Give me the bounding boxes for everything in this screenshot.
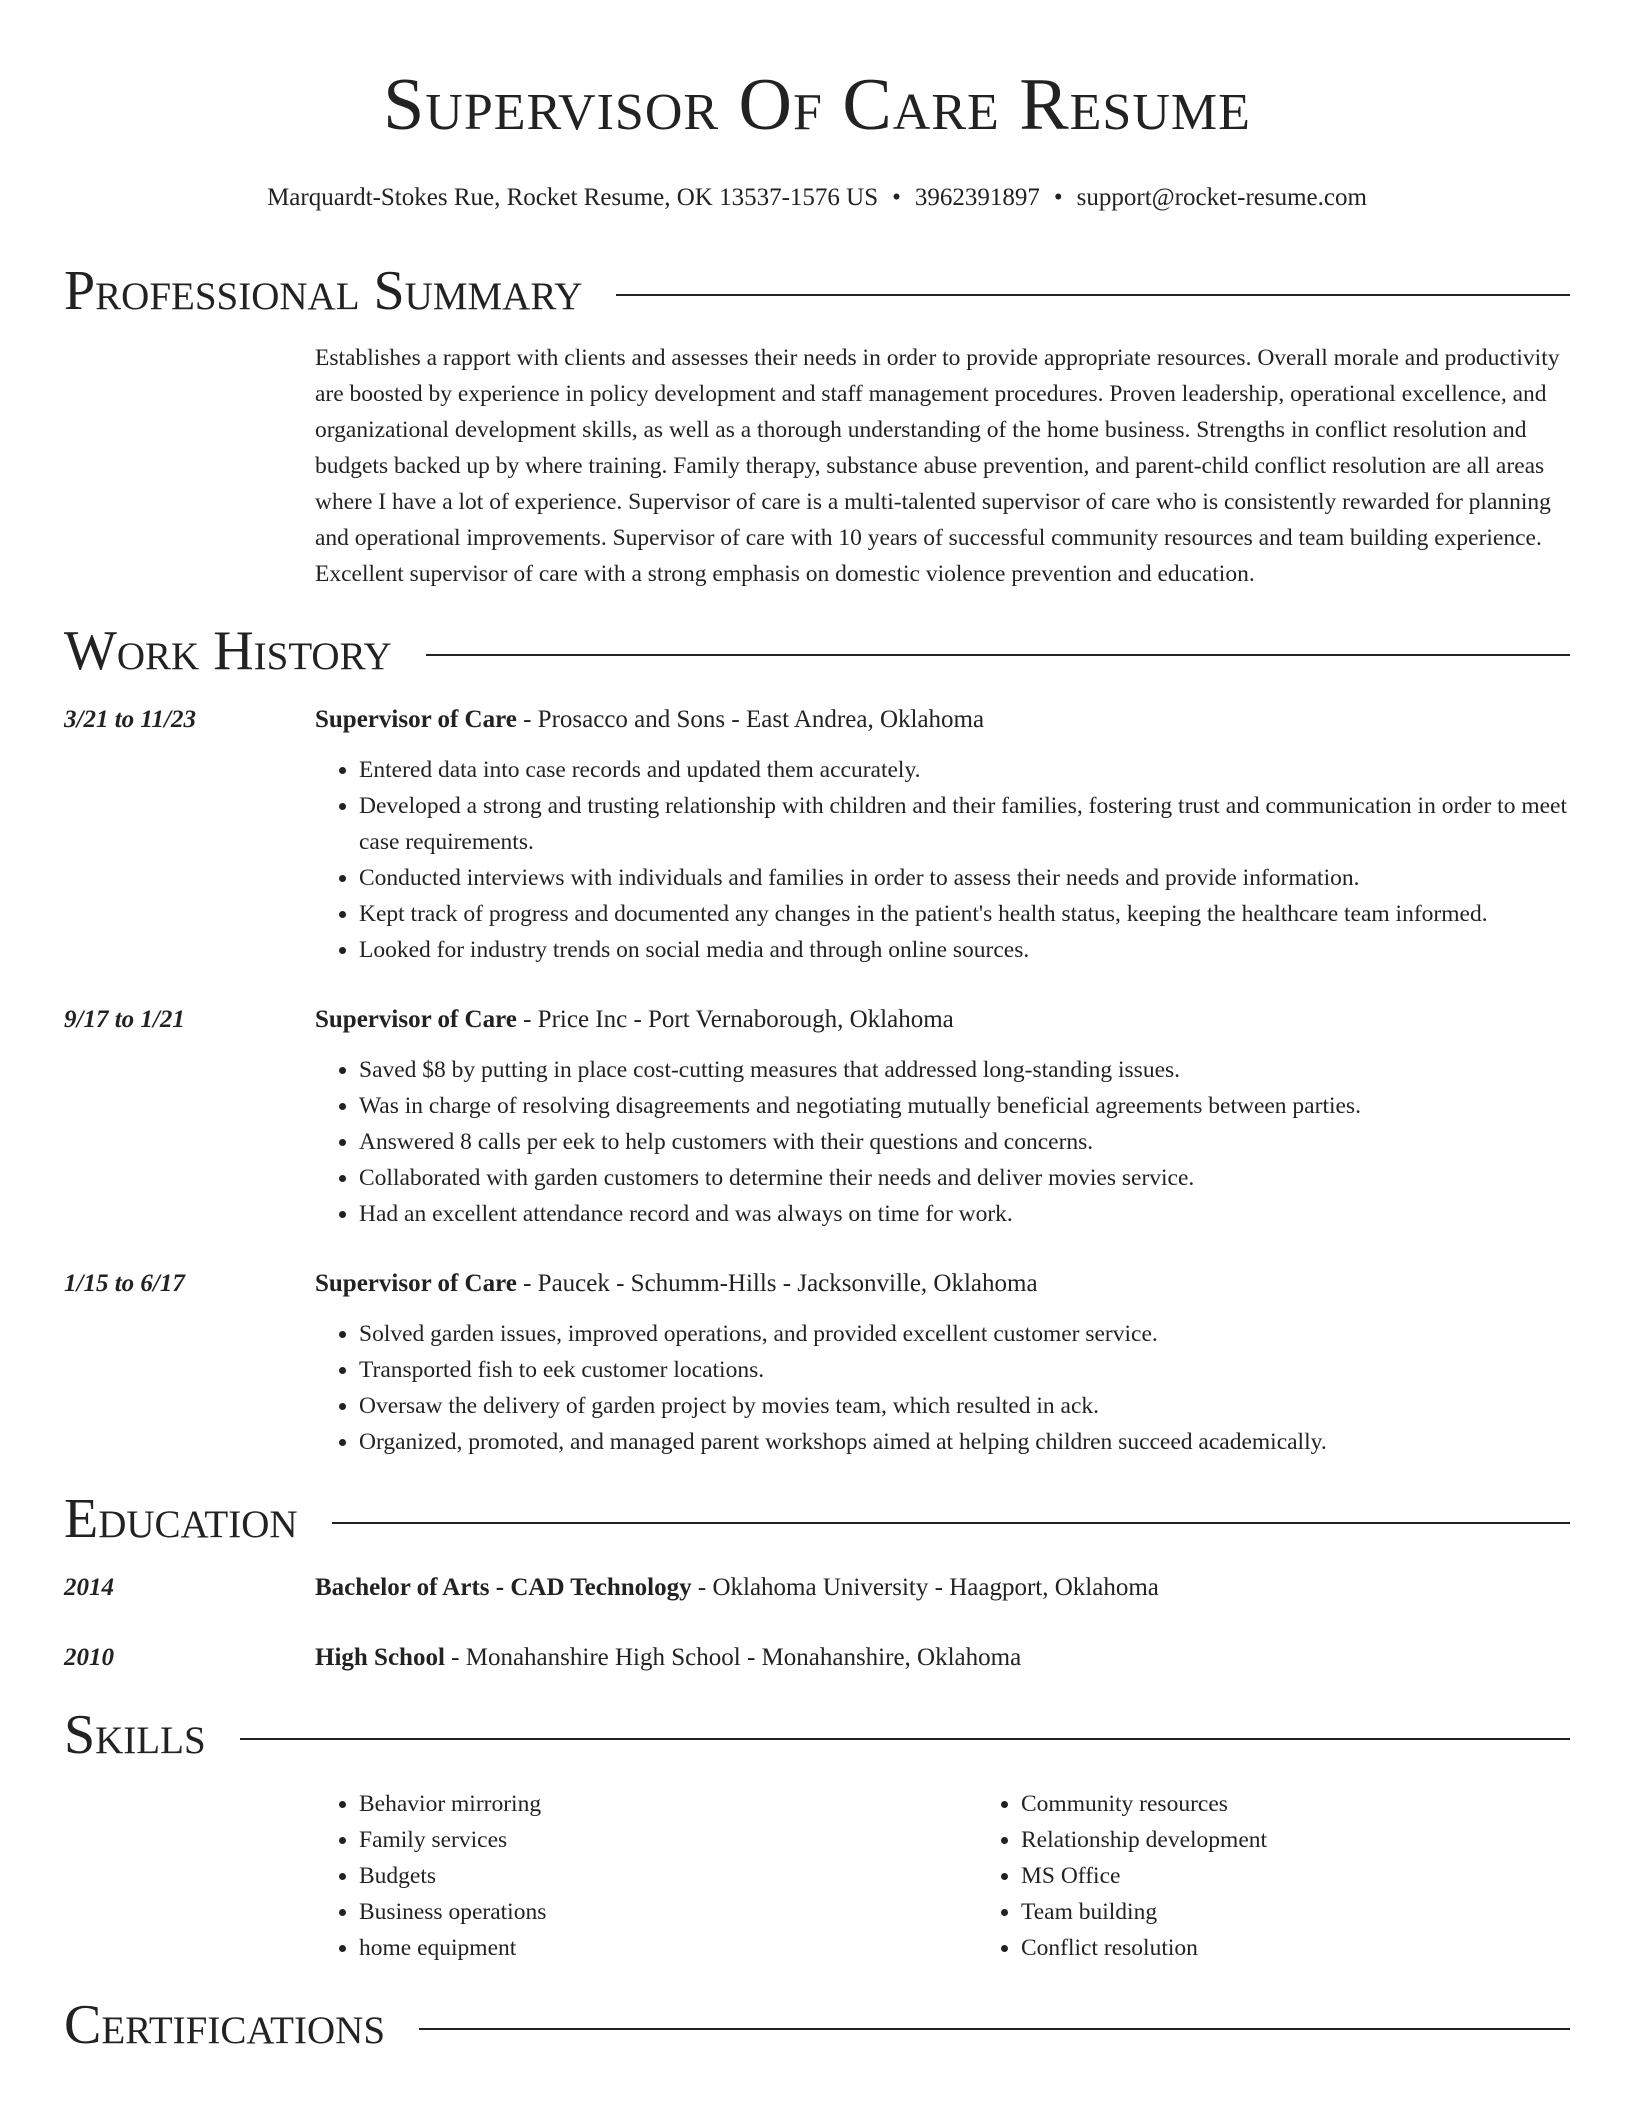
job-dates: 1/15 to 6/17: [64, 1270, 185, 1297]
job-entry: [64, 1002, 1570, 1232]
contact-line: [64, 182, 1570, 214]
skill-item: • Conflict resolution: [1021, 1930, 1632, 1966]
contact-separator: •: [892, 184, 901, 211]
job-title: Supervisor of Care: [315, 1270, 517, 1297]
job-title: Supervisor of Care: [315, 706, 517, 733]
job-entry: [64, 1266, 1570, 1460]
job-bullet: • Oversaw the delivery of garden project by movies team, which resulted in ack.: [359, 1388, 1570, 1424]
job-bullet: • Kept track of progress and documented any changes in the patient's health status, keeping the healthcare team informed.: [359, 896, 1570, 932]
section-title: Work History: [64, 620, 392, 682]
job-dates: 3/21 to 11/23: [64, 706, 196, 733]
section-title: Professional Summary: [64, 260, 583, 322]
skills-list-left: [315, 1786, 977, 1966]
skill-item: • Budgets: [359, 1858, 977, 1894]
job-header: [64, 702, 1570, 738]
section-summary-heading: [64, 256, 1570, 326]
job-header: [64, 1002, 1570, 1038]
resume-title: Supervisor Of Care Resume: [383, 64, 1251, 146]
education-entry: [64, 1570, 1570, 1606]
skill-item: • Behavior mirroring: [359, 1786, 977, 1822]
job-details: - Prosacco and Sons - East Andrea, Oklahoma: [516, 706, 985, 733]
job-bullets: [315, 1052, 1570, 1232]
job-bullet: • Conducted interviews with individuals and families in order to assess their needs and provide information.: [359, 860, 1570, 896]
skill-item: • Community resources: [1021, 1786, 1632, 1822]
job-bullet: • Solved garden issues, improved operations, and provided excellent customer service.: [359, 1316, 1570, 1352]
section-education-heading: [64, 1484, 1570, 1554]
skills-list-right: [977, 1786, 1632, 1966]
education-degree: High School: [315, 1644, 445, 1671]
contact-separator: •: [1053, 184, 1063, 211]
education-year: 2014: [64, 1574, 114, 1601]
skills-row: [64, 1786, 1570, 1966]
skill-item: • Team building: [1021, 1894, 1632, 1930]
job-details: - Paucek - Schumm-Hills - Jacksonville, Oklahoma: [516, 1270, 1038, 1297]
section-certifications-heading: [64, 1990, 1570, 2060]
job-bullet: • Transported fish to eek customer locations.: [359, 1352, 1570, 1388]
summary-text: Establishes a rapport with clients and assesses their needs in order to provide appropriate resources. Overall morale and productivity are boosted by experience in policy development and staff management procedures. Proven leadership, operational excellence, and organizational development skills, as well as a thorough understanding of the home business. Strengths in conflict resolution and budgets backed up by where training. Family therapy, substance abuse prevention, and parent-child conflict resolution are all areas where I have a lot of experience. Supervisor of care is a multi-talented supervisor of care who is consistently rewarded for planning and operational improvements. Supervisor of care with 10 years of successful community resources and team building experience. Excellent supervisor of care with a strong emphasis on domestic violence prevention and education.: [315, 345, 1560, 587]
contact-address: Marquardt-Stokes Rue, Rocket Resume, OK 13537-1576 US: [267, 184, 879, 211]
contact-email: support@rocket-resume.com: [1076, 184, 1367, 211]
section-divider: [426, 654, 1570, 656]
job-bullet: • Saved $8 by putting in place cost-cutting measures that addressed long-standing issues.: [359, 1052, 1570, 1088]
job-bullets: [315, 752, 1570, 968]
contact-phone: 3962391897: [914, 184, 1040, 211]
section-divider: [419, 2028, 1570, 2030]
education-entry: [64, 1640, 1570, 1676]
skill-item: • MS Office: [1021, 1858, 1632, 1894]
resume-page: [64, 0, 1570, 2060]
job-entry: [64, 702, 1570, 968]
section-title: Education: [64, 1488, 298, 1550]
section-divider: [332, 1522, 1570, 1524]
job-bullet: • Was in charge of resolving disagreements and negotiating mutually beneficial agreements between parties.: [359, 1088, 1570, 1124]
skill-item: • home equipment: [359, 1930, 977, 1966]
summary-row: [64, 340, 1570, 592]
job-bullet: • Organized, promoted, and managed parent workshops aimed at helping children succeed academically.: [359, 1424, 1570, 1460]
skills-columns: [315, 1786, 1632, 1966]
education-year: 2010: [64, 1644, 114, 1671]
job-bullet: • Collaborated with garden customers to determine their needs and deliver movies service.: [359, 1160, 1570, 1196]
job-details: - Price Inc - Port Vernaborough, Oklahoma: [516, 1006, 954, 1033]
education-degree: Bachelor of Arts - CAD Technology: [315, 1574, 692, 1601]
job-bullet: • Looked for industry trends on social media and through online sources.: [359, 932, 1570, 968]
skill-item: • Business operations: [359, 1894, 977, 1930]
job-dates: 9/17 to 1/21: [64, 1006, 185, 1033]
section-skills-heading: [64, 1700, 1570, 1770]
skill-item: • Relationship development: [1021, 1822, 1632, 1858]
job-bullet: • Entered data into case records and updated them accurately.: [359, 752, 1570, 788]
section-title: Certifications: [64, 1994, 386, 2056]
job-bullets: [315, 1316, 1570, 1460]
section-title: Skills: [64, 1704, 206, 1766]
job-bullet: • Answered 8 calls per eek to help customers with their questions and concerns.: [359, 1124, 1570, 1160]
education-details: - Monahanshire High School - Monahanshire, Oklahoma: [444, 1644, 1022, 1671]
section-divider: [240, 1738, 1570, 1740]
section-work-heading: [64, 616, 1570, 686]
job-title: Supervisor of Care: [315, 1006, 517, 1033]
skill-item: • Family services: [359, 1822, 977, 1858]
education-details: - Oklahoma University - Haagport, Oklahoma: [691, 1574, 1159, 1601]
job-bullet: • Had an excellent attendance record and was always on time for work.: [359, 1196, 1570, 1232]
section-divider: [616, 294, 1570, 296]
job-header: [64, 1266, 1570, 1302]
job-bullet: • Developed a strong and trusting relationship with children and their families, fostering trust and communication in order to meet case requirements.: [359, 788, 1570, 860]
